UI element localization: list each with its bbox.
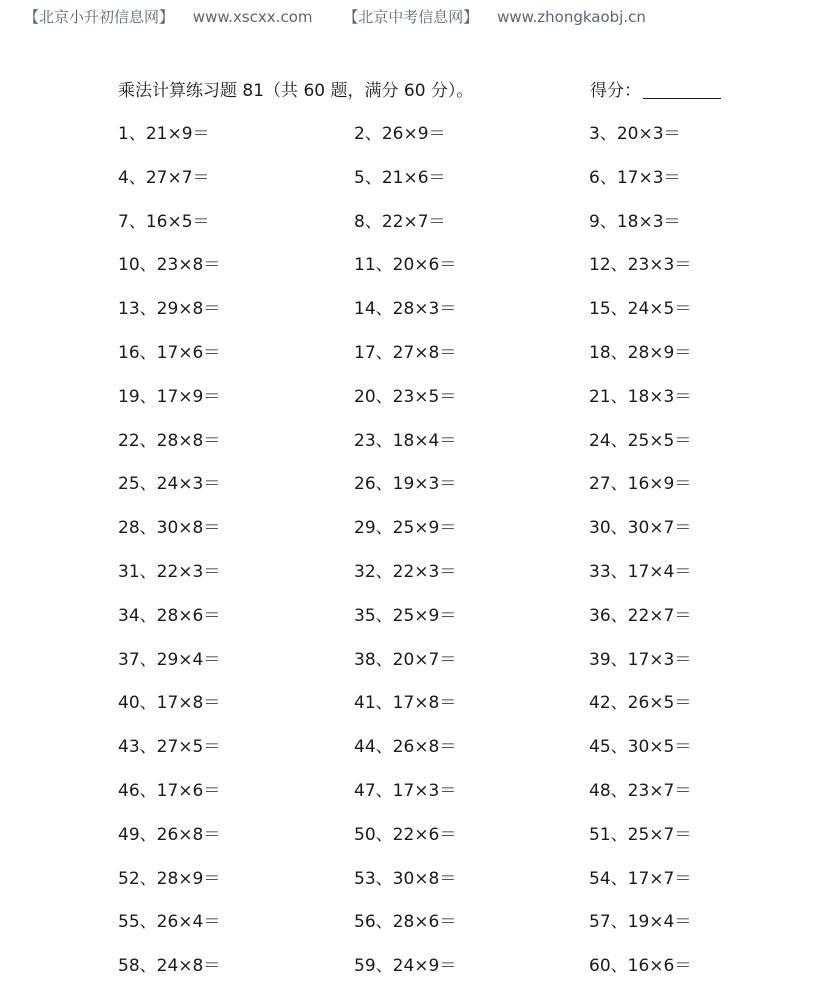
problem-row xyxy=(118,907,818,951)
problem-row xyxy=(118,688,818,732)
problem-item: 10、23×8＝ xyxy=(118,255,221,276)
problem-item: 38、20×7＝ xyxy=(354,649,457,670)
problem-row xyxy=(118,382,818,426)
problem-item: 2、26×9＝ xyxy=(354,124,446,144)
problem-row xyxy=(118,513,818,557)
problem-item: 45、30×5＝ xyxy=(589,737,692,758)
problem-item: 4、27×7＝ xyxy=(118,167,210,188)
problem-item: 35、25×9＝ xyxy=(354,605,457,626)
problem-item: 49、26×8＝ xyxy=(118,824,221,845)
problem-item: 16、17×6＝ xyxy=(118,342,221,363)
problem-row xyxy=(118,207,818,251)
site-header xyxy=(24,6,646,27)
problem-item: 24、25×5＝ xyxy=(589,430,692,451)
problem-item: 55、26×4＝ xyxy=(118,912,221,933)
problem-item: 15、24×5＝ xyxy=(589,299,692,320)
problem-item: 51、25×7＝ xyxy=(589,824,692,845)
problem-item: 31、22×3＝ xyxy=(118,561,221,582)
problem-item: 36、22×7＝ xyxy=(589,605,692,626)
problem-row xyxy=(118,557,818,601)
problem-item: 42、26×5＝ xyxy=(589,693,692,714)
problem-item: 12、23×3＝ xyxy=(589,255,692,276)
score-blank-line xyxy=(643,98,721,99)
problem-item: 6、17×3＝ xyxy=(589,167,681,188)
problem-item: 34、28×6＝ xyxy=(118,605,221,626)
problem-row xyxy=(118,776,818,820)
problem-item: 25、24×3＝ xyxy=(118,474,221,495)
problem-item: 18、28×9＝ xyxy=(589,342,692,363)
problem-row xyxy=(118,294,818,338)
problem-item: 33、17×4＝ xyxy=(589,561,692,582)
problem-row xyxy=(118,601,818,645)
problem-item: 60、16×6＝ xyxy=(589,956,692,977)
problem-item: 1、21×9＝ xyxy=(118,124,210,144)
problem-row xyxy=(118,426,818,470)
problem-item: 8、22×7＝ xyxy=(354,211,446,232)
site-name-1: 【北京小升初信息网】 xyxy=(24,8,175,26)
problem-row xyxy=(118,864,818,908)
site-url-1[interactable]: www.xscxx.com xyxy=(192,8,313,26)
problem-row xyxy=(118,163,818,207)
problem-item: 47、17×3＝ xyxy=(354,780,457,801)
problem-item: 46、17×6＝ xyxy=(118,780,221,801)
problem-item: 39、17×3＝ xyxy=(589,649,692,670)
problem-item: 57、19×4＝ xyxy=(589,912,692,933)
problem-item: 19、17×9＝ xyxy=(118,386,221,407)
problem-item: 9、18×3＝ xyxy=(589,211,681,232)
problem-item: 32、22×3＝ xyxy=(354,561,457,582)
problem-row xyxy=(118,119,818,163)
problem-item: 13、29×8＝ xyxy=(118,299,221,320)
problem-item: 23、18×4＝ xyxy=(354,430,457,451)
problem-row xyxy=(118,338,818,382)
problem-item: 17、27×8＝ xyxy=(354,342,457,363)
site-url-2[interactable]: www.zhongkaobj.cn xyxy=(497,8,646,26)
problem-item: 20、23×5＝ xyxy=(354,386,457,407)
problem-row xyxy=(118,250,818,294)
problem-item: 43、27×5＝ xyxy=(118,737,221,758)
problem-item: 56、28×6＝ xyxy=(354,912,457,933)
score-field xyxy=(590,76,721,101)
problem-row xyxy=(118,645,818,689)
problem-item: 29、25×9＝ xyxy=(354,518,457,539)
problem-item: 11、20×6＝ xyxy=(354,255,457,276)
problem-item: 3、20×3＝ xyxy=(589,124,681,144)
problem-item: 21、18×3＝ xyxy=(589,386,692,407)
problem-item: 37、29×4＝ xyxy=(118,649,221,670)
problem-item: 26、19×3＝ xyxy=(354,474,457,495)
worksheet-title: 乘法计算练习题 81（共 60 题，满分 60 分）。 xyxy=(118,81,474,101)
site-name-2: 【北京中考信息网】 xyxy=(343,8,479,26)
problem-item: 22、28×8＝ xyxy=(118,430,221,451)
problem-item: 44、26×8＝ xyxy=(354,737,457,758)
problem-grid xyxy=(118,119,818,995)
problem-row xyxy=(118,820,818,864)
problem-item: 5、21×6＝ xyxy=(354,167,446,188)
problem-item: 54、17×7＝ xyxy=(589,868,692,889)
problem-item: 48、23×7＝ xyxy=(589,780,692,801)
problem-item: 53、30×8＝ xyxy=(354,868,457,889)
problem-item: 27、16×9＝ xyxy=(589,474,692,495)
problem-row xyxy=(118,951,818,995)
problem-item: 28、30×8＝ xyxy=(118,518,221,539)
problem-item: 59、24×9＝ xyxy=(354,956,457,977)
problem-item: 58、24×8＝ xyxy=(118,956,221,977)
problem-item: 52、28×9＝ xyxy=(118,868,221,889)
problem-row xyxy=(118,469,818,513)
problem-item: 7、16×5＝ xyxy=(118,211,210,232)
problem-item: 30、30×7＝ xyxy=(589,518,692,539)
score-label: 得分： xyxy=(590,81,641,101)
problem-row xyxy=(118,732,818,776)
problem-item: 14、28×3＝ xyxy=(354,299,457,320)
problem-item: 40、17×8＝ xyxy=(118,693,221,714)
problem-item: 50、22×6＝ xyxy=(354,824,457,845)
problem-item: 41、17×8＝ xyxy=(354,693,457,714)
